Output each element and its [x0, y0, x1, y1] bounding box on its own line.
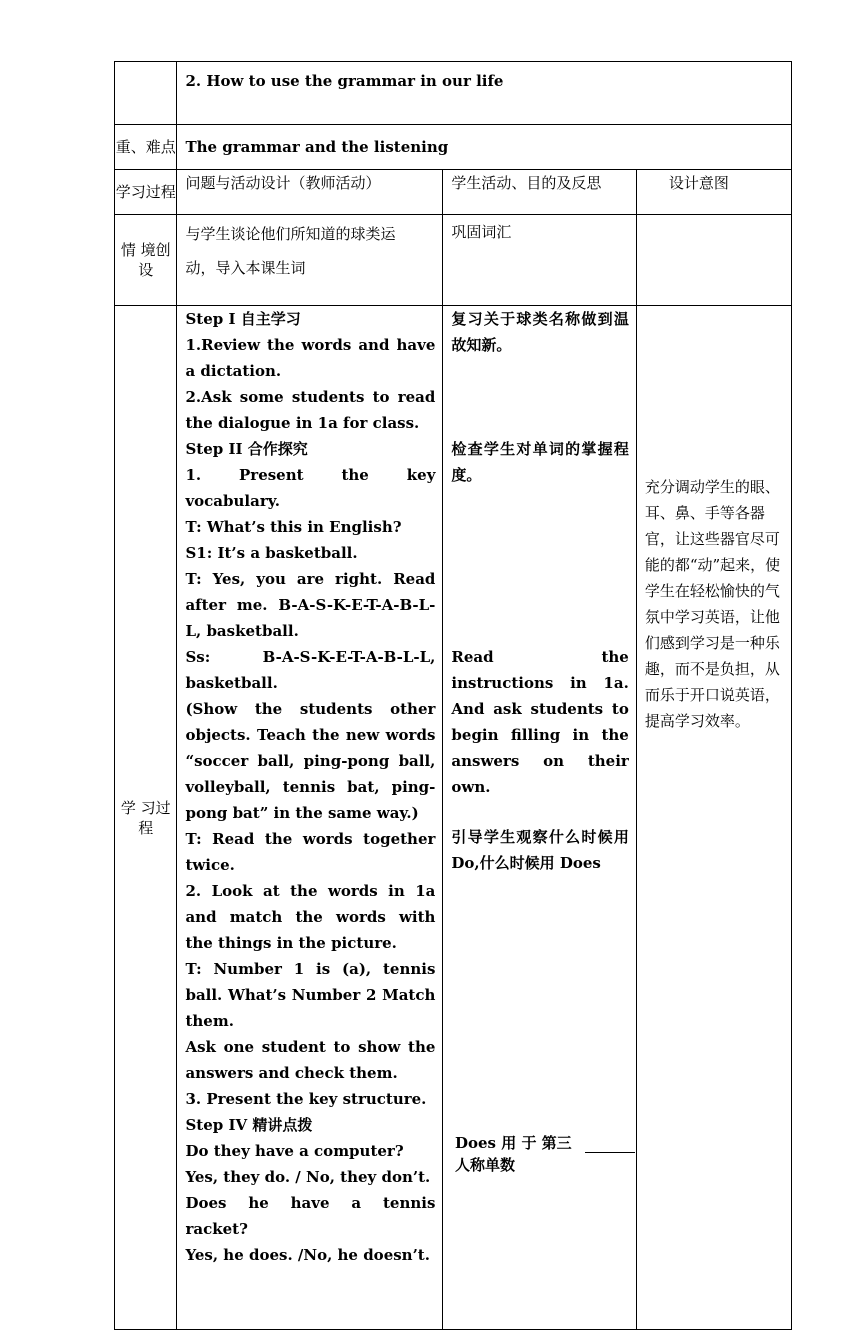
key-points-text: The grammar and the listening	[177, 125, 792, 170]
teacher-line: S1: It’s a basketball.	[185, 544, 358, 562]
teacher-line: 3. Present the key structure.	[185, 1090, 427, 1108]
student-note: 引导学生观察什么时候用 Do,什么时候用 Does	[451, 828, 629, 872]
key-points-row	[115, 125, 792, 170]
situation-teacher-line: 与学生谈论他们所知道的球类运	[185, 225, 396, 243]
situation-label: 情 境创设	[115, 215, 177, 306]
table-header-row	[115, 170, 792, 215]
teacher-line: 1. Present the key vocabulary.	[185, 466, 436, 510]
teacher-line: Ask one student to show the answers and check them.	[185, 1038, 436, 1082]
situation-intent-cell	[636, 215, 791, 306]
teacher-line: Yes, they do. / No, they don’t.	[185, 1168, 431, 1186]
teacher-line: T: What’s this in English?	[185, 518, 402, 536]
teacher-line: 2. Look at the words in 1a and match the words with the things in the picture.	[185, 882, 436, 952]
lesson-plan-table	[114, 61, 792, 1330]
footnote-text: Does 用 于 第三人称单数	[455, 1132, 585, 1176]
teacher-line: Does he have a tennis racket?	[185, 1194, 436, 1238]
design-intent-header: 设计意图	[636, 170, 791, 215]
teacher-line: Yes, he does. /No, he doesn’t.	[185, 1246, 430, 1264]
situation-student-cell: 巩固词汇	[443, 215, 636, 306]
student-activity-header: 学生活动、目的及反思	[443, 170, 636, 215]
situation-teacher-line: 动，导入本课生词	[185, 259, 306, 277]
teacher-line: T: Read the words together twice.	[185, 830, 436, 874]
main-process-label: 学 习过程	[115, 306, 177, 1330]
footnote-rule	[585, 1152, 635, 1153]
teacher-line: 1.Review the words and have a dictation.	[185, 336, 436, 380]
process-label: 学习过程	[115, 170, 177, 215]
teacher-line: Step IV 精讲点拨	[185, 1116, 313, 1134]
main-process-row	[115, 306, 792, 1330]
objectives-label-cell	[115, 62, 177, 125]
teacher-line: T: Number 1 is (a), tennis ball. What’s Number 2 Match them.	[185, 960, 436, 1030]
objective-item-2: 2. How to use the grammar in our life	[177, 62, 792, 125]
teacher-line: T: Yes, you are right. Read after me. B-A-S-K-E-T-A-B-L-L, basketball.	[185, 570, 436, 640]
objectives-row	[115, 62, 792, 125]
teacher-line: Ss: B-A-S-K-E-T-A-B-L-L, basketball.	[185, 648, 436, 692]
teacher-activities-cell	[177, 306, 443, 1330]
student-note: 检查学生对单词的掌握程度。	[451, 440, 629, 484]
design-intent-cell: 充分调动学生的眼、耳、鼻、手等各器官，让这些器官尽可能的都“动”起来，使学生在轻松愉快的气氛中学习英语，让他们感到学习是一种乐趣，而不是负担，从而乐于开口说英语，提高学习效率。	[636, 306, 791, 1330]
situation-teacher-cell	[177, 215, 443, 306]
teacher-line: Step II 合作探究	[185, 440, 308, 458]
teacher-line: Do they have a computer?	[185, 1142, 404, 1160]
teacher-line: (Show the students other objects. Teach the new words “soccer ball, ping-pong ball, volleyball, tennis bat, ping-pong bat” in the same way.)	[185, 700, 436, 822]
teacher-line: 2.Ask some students to read the dialogue in 1a for class.	[185, 388, 436, 432]
student-note: Read the instructions in 1a. And ask students to begin filling in the answers on their own.	[451, 648, 629, 796]
key-points-label: 重、难点	[115, 125, 177, 170]
teacher-line: Step I 自主学习	[185, 310, 301, 328]
teacher-activity-header: 问题与活动设计（教师活动）	[177, 170, 443, 215]
situation-row	[115, 215, 792, 306]
student-note: 复习关于球类名称做到温故知新。	[451, 310, 629, 354]
